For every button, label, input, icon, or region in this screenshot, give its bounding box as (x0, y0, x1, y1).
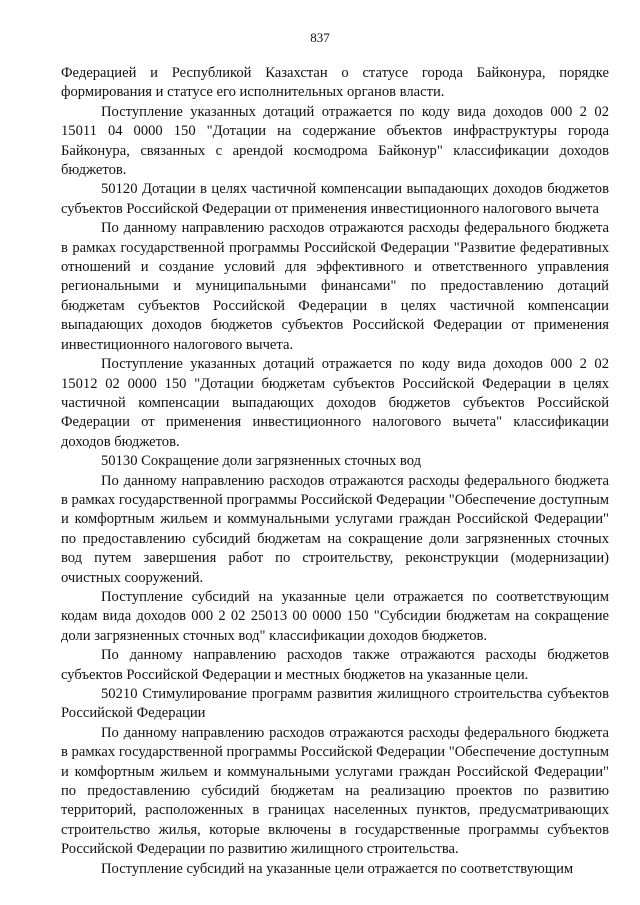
document-body (61, 64, 609, 879)
paragraph: По данному направлению расходов также отражаются расходы бюджетов субъектов Российской Федерации и местных бюджетов на указанные цели. (61, 647, 609, 683)
paragraph: Поступление указанных дотаций отражается по коду вида доходов 000 2 02 15012 02 0000 150 "Дотации бюджетам субъектов Российской Федерации в целях частичной компенсации выпадающих доходов бюджетов субъектов Российской Федерации от применения инвестиционного налогового вычета" классификации доходов бюджетов. (61, 356, 609, 450)
paragraph: По данному направлению расходов отражаются расходы федерального бюджета в рамках государственной программы Российской Федерации "Обеспечение доступным и комфортным жильем и коммунальными услугами граждан Российской Федерации" по предоставлению субсидий бюджетам на сокращение доли загрязненных сточных вод путем завершения работ по строительству, реконструкции (модернизации) очистных сооружений. (61, 472, 609, 586)
paragraph: По данному направлению расходов отражаются расходы федерального бюджета в рамках государственной программы Российской Федерации "Обеспечение доступным и комфортным жильем и коммунальными услугами граждан Российской Федерации" по предоставлению субсидий бюджетам на реализацию проектов по развитию территорий, расположенных в границах населенных пунктов, предусматривающих строительство жилья, которые включены в государственные программы субъектов Российской Федерации по развитию жилищного строительства. (61, 724, 609, 858)
section-heading: 50120 Дотации в целях частичной компенсации выпадающих доходов бюджетов субъектов Российской Федерации от применения инвестиционного налогового вычета (61, 181, 609, 217)
paragraph: Поступление указанных дотаций отражается по коду вида доходов 000 2 02 15011 04 0000 150 "Дотации на содержание объектов инфраструктуры города Байконура, связанных с арендой космодрома Байконур" классификации доходов бюджетов. (61, 103, 609, 179)
page-number: 837 (310, 30, 330, 45)
paragraph: Поступление субсидий на указанные цели отражается по соответствующим кодам вида доходов 000 2 02 25013 00 0000 150 "Субсидии бюджетам на сокращение доли загрязненных сточных вод" классификации доходов бюджетов. (61, 588, 609, 644)
paragraph: Поступление субсидий на указанные цели отражается по соответствующим (101, 860, 574, 877)
section-heading: 50130 Сокращение доли загрязненных сточных вод (101, 453, 421, 470)
paragraph: Федерацией и Республикой Казахстан о статусе города Байконура, порядке формирования и статусе его исполнительных органов власти. (61, 65, 609, 101)
paragraph: По данному направлению расходов отражаются расходы федерального бюджета в рамках государственной программы Российской Федерации "Развитие федеративных отношений и создание условий для эффективного и ответственного управления региональными и муниципальными финансами" по предоставлению дотаций бюджетам субъектов Российской Федерации в целях частичной компенсации выпадающих доходов бюджетов субъектов Российской Федерации от применения инвестиционного налогового вычета. (61, 220, 609, 353)
section-heading: 50210 Стимулирование программ развития жилищного строительства субъектов Российской Федерации (61, 686, 609, 722)
